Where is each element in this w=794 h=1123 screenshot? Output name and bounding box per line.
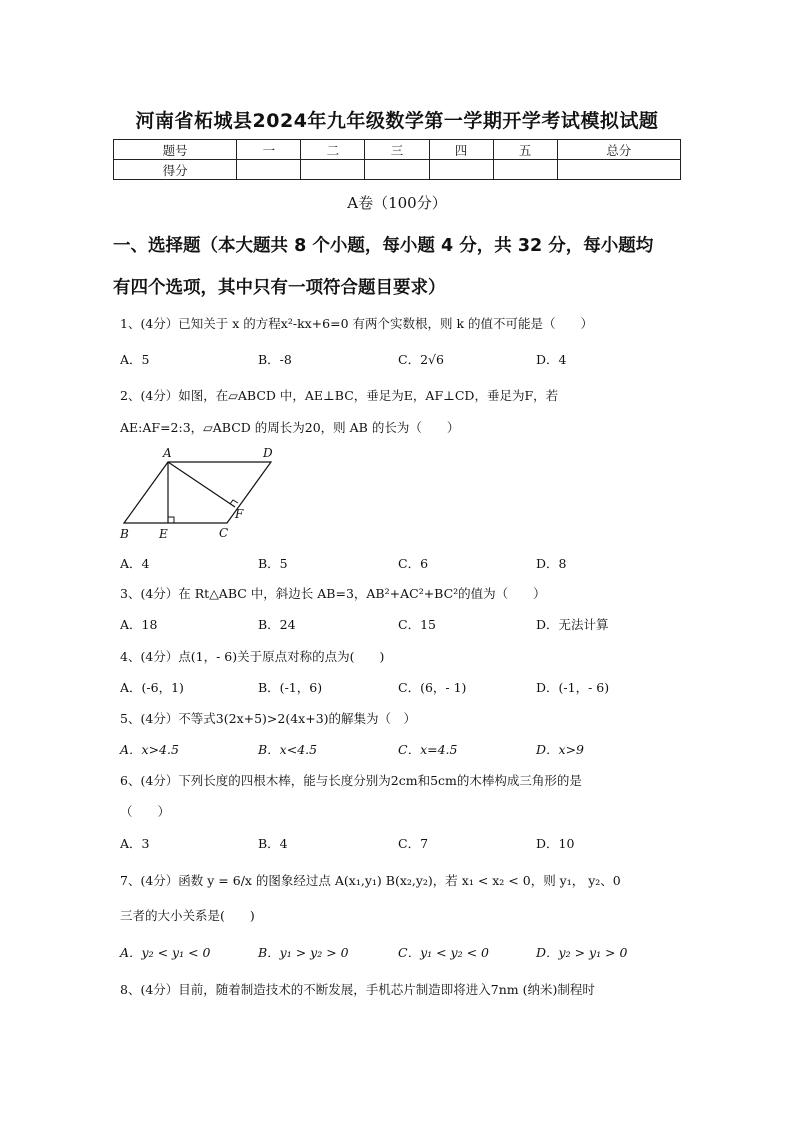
label-f: F <box>235 507 244 521</box>
section-a-title: A卷（100分） <box>347 194 447 212</box>
option-b[interactable]: B．(-1，6) <box>258 680 323 695</box>
question-5-options <box>120 740 680 758</box>
score-table <box>113 139 681 180</box>
label-c: C <box>219 526 229 540</box>
option-c[interactable]: C．2√6 <box>398 352 444 367</box>
score-header-cell: 四 <box>429 140 493 160</box>
score-table-header-row <box>114 140 681 160</box>
score-cell[interactable] <box>301 160 365 180</box>
option-c[interactable]: C．x=4.5 <box>398 742 458 757</box>
option-a[interactable]: A．5 <box>120 352 150 367</box>
option-b[interactable]: B．24 <box>258 617 296 632</box>
score-header-cell: 总分 <box>557 140 680 160</box>
option-d[interactable]: D．10 <box>536 836 575 851</box>
label-d: D <box>263 446 273 460</box>
option-d[interactable]: D．(-1，- 6) <box>536 680 610 695</box>
question-7-text: 7、(4分）函数 y = 6/x 的图象经过点 A(x₁,y₁) B(x₂,y₂)，若 x₁ < x₂ < 0，则 y₁， y₂、0 <box>120 873 621 888</box>
option-a[interactable]: A．(-6，1) <box>120 680 184 695</box>
option-d[interactable]: D．4 <box>536 352 567 367</box>
option-b[interactable]: B．-8 <box>258 352 292 367</box>
segment-af <box>168 462 235 507</box>
question-4-text: 4、(4分）点(1，- 6)关于原点对称的点为( ) <box>120 649 385 664</box>
label-b: B <box>120 527 129 541</box>
score-header-cell: 五 <box>493 140 557 160</box>
option-b[interactable]: B．x<4.5 <box>258 742 318 757</box>
parallelogram-abcd <box>124 462 271 523</box>
score-table-score-row <box>114 160 681 180</box>
question-3-options <box>120 615 680 633</box>
option-d[interactable]: D．无法计算 <box>536 617 609 632</box>
question-2-options <box>120 554 680 572</box>
option-c[interactable]: C．(6，- 1) <box>398 680 467 695</box>
option-a[interactable]: A．4 <box>120 556 150 571</box>
question-7-text-cont: 三者的大小关系是( ) <box>120 908 255 923</box>
score-header-cell: 一 <box>237 140 301 160</box>
question-7-options <box>120 943 680 961</box>
option-d[interactable]: D．x>9 <box>536 742 584 757</box>
question-8-text: 8、(4分）目前，随着制造技术的不断发展，手机芯片制造即将进入7nm (纳米)制程时 <box>120 982 595 997</box>
right-angle-f <box>230 500 238 504</box>
option-b[interactable]: B．4 <box>258 836 288 851</box>
score-header-cell: 三 <box>365 140 429 160</box>
option-a[interactable]: A．3 <box>120 836 150 851</box>
section-heading-line1: 一、选择题（本大题共 8 个小题，每小题 4 分，共 32 分，每小题均 <box>113 236 654 256</box>
score-cell[interactable] <box>557 160 680 180</box>
option-d[interactable]: D．y₂ > y₁ > 0 <box>536 945 628 960</box>
option-c[interactable]: C．15 <box>398 617 436 632</box>
score-cell[interactable] <box>237 160 301 180</box>
right-angle-e <box>168 517 174 523</box>
option-b[interactable]: B．y₁ > y₂ > 0 <box>258 945 349 960</box>
question-6-options <box>120 834 680 852</box>
page-title: 河南省柘城县2024年九年级数学第一学期开学考试模拟试题 <box>135 110 659 132</box>
option-c[interactable]: C．6 <box>398 556 429 571</box>
option-d[interactable]: D．8 <box>536 556 567 571</box>
question-5-text: 5、(4分）不等式3(2x+5)>2(4x+3)的解集为（ ） <box>120 711 417 726</box>
option-a[interactable]: A．y₂ < y₁ < 0 <box>120 945 211 960</box>
score-cell[interactable] <box>429 160 493 180</box>
score-row-label: 得分 <box>114 160 237 180</box>
score-header-cell: 二 <box>301 140 365 160</box>
question-6-text-cont: （ ） <box>120 804 171 819</box>
question-2-text: 2、(4分）如图，在▱ABCD 中，AE⊥BC，垂足为E，AF⊥CD，垂足为F，若 <box>120 388 559 403</box>
question-2-text-cont: AE:AF=2:3，▱ABCD 的周长为20，则 AB 的长为（ ） <box>120 420 460 435</box>
question-3-text: 3、(4分）在 Rt△ABC 中，斜边长 AB=3，AB²+AC²+BC²的值为（ ） <box>120 586 546 601</box>
question-4-options <box>120 678 680 696</box>
option-b[interactable]: B．5 <box>258 556 288 571</box>
option-a[interactable]: A．18 <box>120 617 158 632</box>
score-cell[interactable] <box>365 160 429 180</box>
score-cell[interactable] <box>493 160 557 180</box>
label-a: A <box>163 446 172 460</box>
score-header-cell: 题号 <box>114 140 237 160</box>
option-c[interactable]: C．7 <box>398 836 429 851</box>
question-1-text: 1、(4分）已知关于 x 的方程x²-kx+6=0 有两个实数根，则 k 的值不可能是（ ） <box>120 316 594 331</box>
label-e: E <box>159 527 168 541</box>
parallelogram-figure <box>118 444 288 546</box>
question-1-options <box>120 350 680 368</box>
option-a[interactable]: A．x>4.5 <box>120 742 179 757</box>
section-heading-line2: 有四个选项，其中只有一项符合题目要求） <box>113 278 446 298</box>
option-c[interactable]: C．y₁ < y₂ < 0 <box>398 945 490 960</box>
question-6-text: 6、(4分）下列长度的四根木棒，能与长度分别为2cm和5cm的木棒构成三角形的是 <box>120 773 582 788</box>
